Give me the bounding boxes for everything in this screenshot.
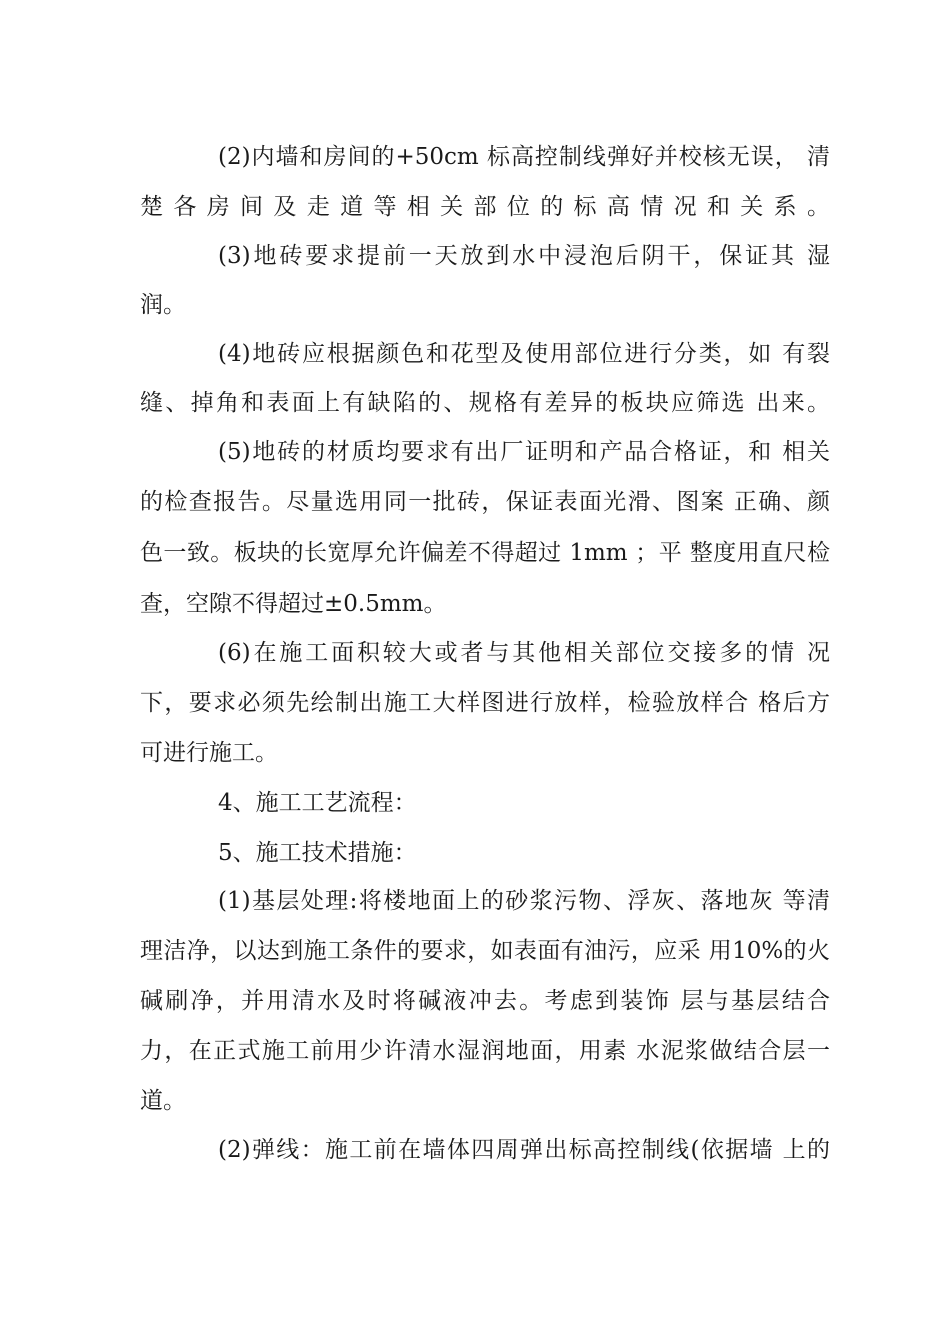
- text-line: 查，空隙不得超过±0.5mm。: [140, 591, 447, 617]
- text-line: 下，要求必须先绘制出施工大样图进行放样，检验放样合 格后方: [140, 690, 830, 716]
- section-heading: 5、施工技术措施：: [218, 840, 417, 866]
- text-line: (6)在施工面积较大或者与其他相关部位交接多的情 况: [218, 640, 830, 666]
- text-line: (2)弹线：施工前在墙体四周弹出标高控制线(依据墙 上的: [218, 1137, 830, 1163]
- text-line: 的检查报告。尽量选用同一批砖，保证表面光滑、图案 正确、颜: [140, 489, 830, 515]
- text-line: 润。: [140, 292, 186, 318]
- section-heading: 4、施工工艺流程：: [218, 790, 417, 816]
- text-line: 理洁净，以达到施工条件的要求，如表面有油污，应采 用10%的火: [140, 938, 830, 964]
- text-line: 缝、掉角和表面上有缺陷的、规格有差异的板块应筛选 出来。: [140, 390, 830, 416]
- text-line: 楚各房间及走道等相关部位的标高情况和关系。: [140, 194, 830, 220]
- text-line: (5)地砖的材质均要求有出厂证明和产品合格证，和 相关: [218, 439, 830, 465]
- text-line: 道。: [140, 1088, 186, 1114]
- text-line: 碱刷净，并用清水及时将碱液冲去。考虑到装饰 层与基层结合: [140, 988, 830, 1014]
- text-line: 力，在正式施工前用少许清水湿润地面，用素 水泥浆做结合层一: [140, 1038, 830, 1064]
- text-line: 可进行施工。: [140, 740, 278, 766]
- text-line: (2)内墙和房间的+50cm 标高控制线弹好并校核无误， 清: [218, 144, 830, 170]
- text-line: (1)基层处理:将楼地面上的砂浆污物、浮灰、落地灰 等清: [218, 888, 830, 914]
- text-line: (3)地砖要求提前一天放到水中浸泡后阴干，保证其 湿: [218, 243, 830, 269]
- text-line: (4)地砖应根据颜色和花型及使用部位进行分类，如 有裂: [218, 341, 830, 367]
- text-line: 色一致。板块的长宽厚允许偏差不得超过 1mm ；平 整度用直尺检: [140, 540, 830, 566]
